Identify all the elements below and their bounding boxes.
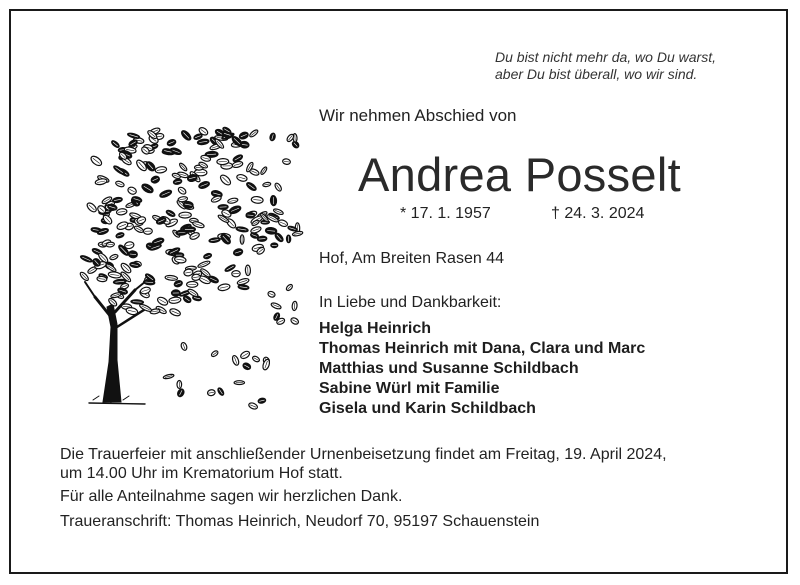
mourners-list xyxy=(319,319,645,419)
gratitude-text: Für alle Anteilnahme sagen wir herzlichen Dank. xyxy=(60,488,403,505)
service-line-1: Die Trauerfeier mit anschließender Urnenbeisetzung findet am Freitag, 19. April 2024, xyxy=(60,446,667,463)
quote-line-2: aber Du bist überall, wo wir sind. xyxy=(495,66,698,82)
mourner-name: Thomas Heinrich mit Dana, Clara und Marc xyxy=(319,340,646,357)
quote-line-1: Du bist nicht mehr da, wo Du warst, xyxy=(495,49,716,65)
windblown-tree-icon xyxy=(65,112,315,412)
memorial-quote xyxy=(495,49,716,83)
service-notice xyxy=(60,445,667,483)
deceased-name: Andrea Posselt xyxy=(358,148,681,201)
mourning-address: Traueranschrift: Thomas Heinrich, Neudorf 70, 95197 Schauenstein xyxy=(60,513,540,530)
death-date: † 24. 3. 2024 xyxy=(551,205,645,222)
mourner-name: Helga Heinrich xyxy=(319,320,432,337)
mourner-name: Sabine Würl mit Familie xyxy=(319,380,500,397)
mourner-name: Matthias und Susanne Schildbach xyxy=(319,360,579,377)
deceased-address: Hof, Am Breiten Rasen 44 xyxy=(319,250,504,267)
birth-date: * 17. 1. 1957 xyxy=(400,205,491,222)
mourners-intro: In Liebe und Dankbarkeit: xyxy=(319,294,502,311)
mourner-name: Gisela und Karin Schildbach xyxy=(319,400,536,417)
service-line-2: um 14.00 Uhr im Krematorium Hof statt. xyxy=(60,465,343,482)
farewell-intro: Wir nehmen Abschied von xyxy=(319,106,517,125)
